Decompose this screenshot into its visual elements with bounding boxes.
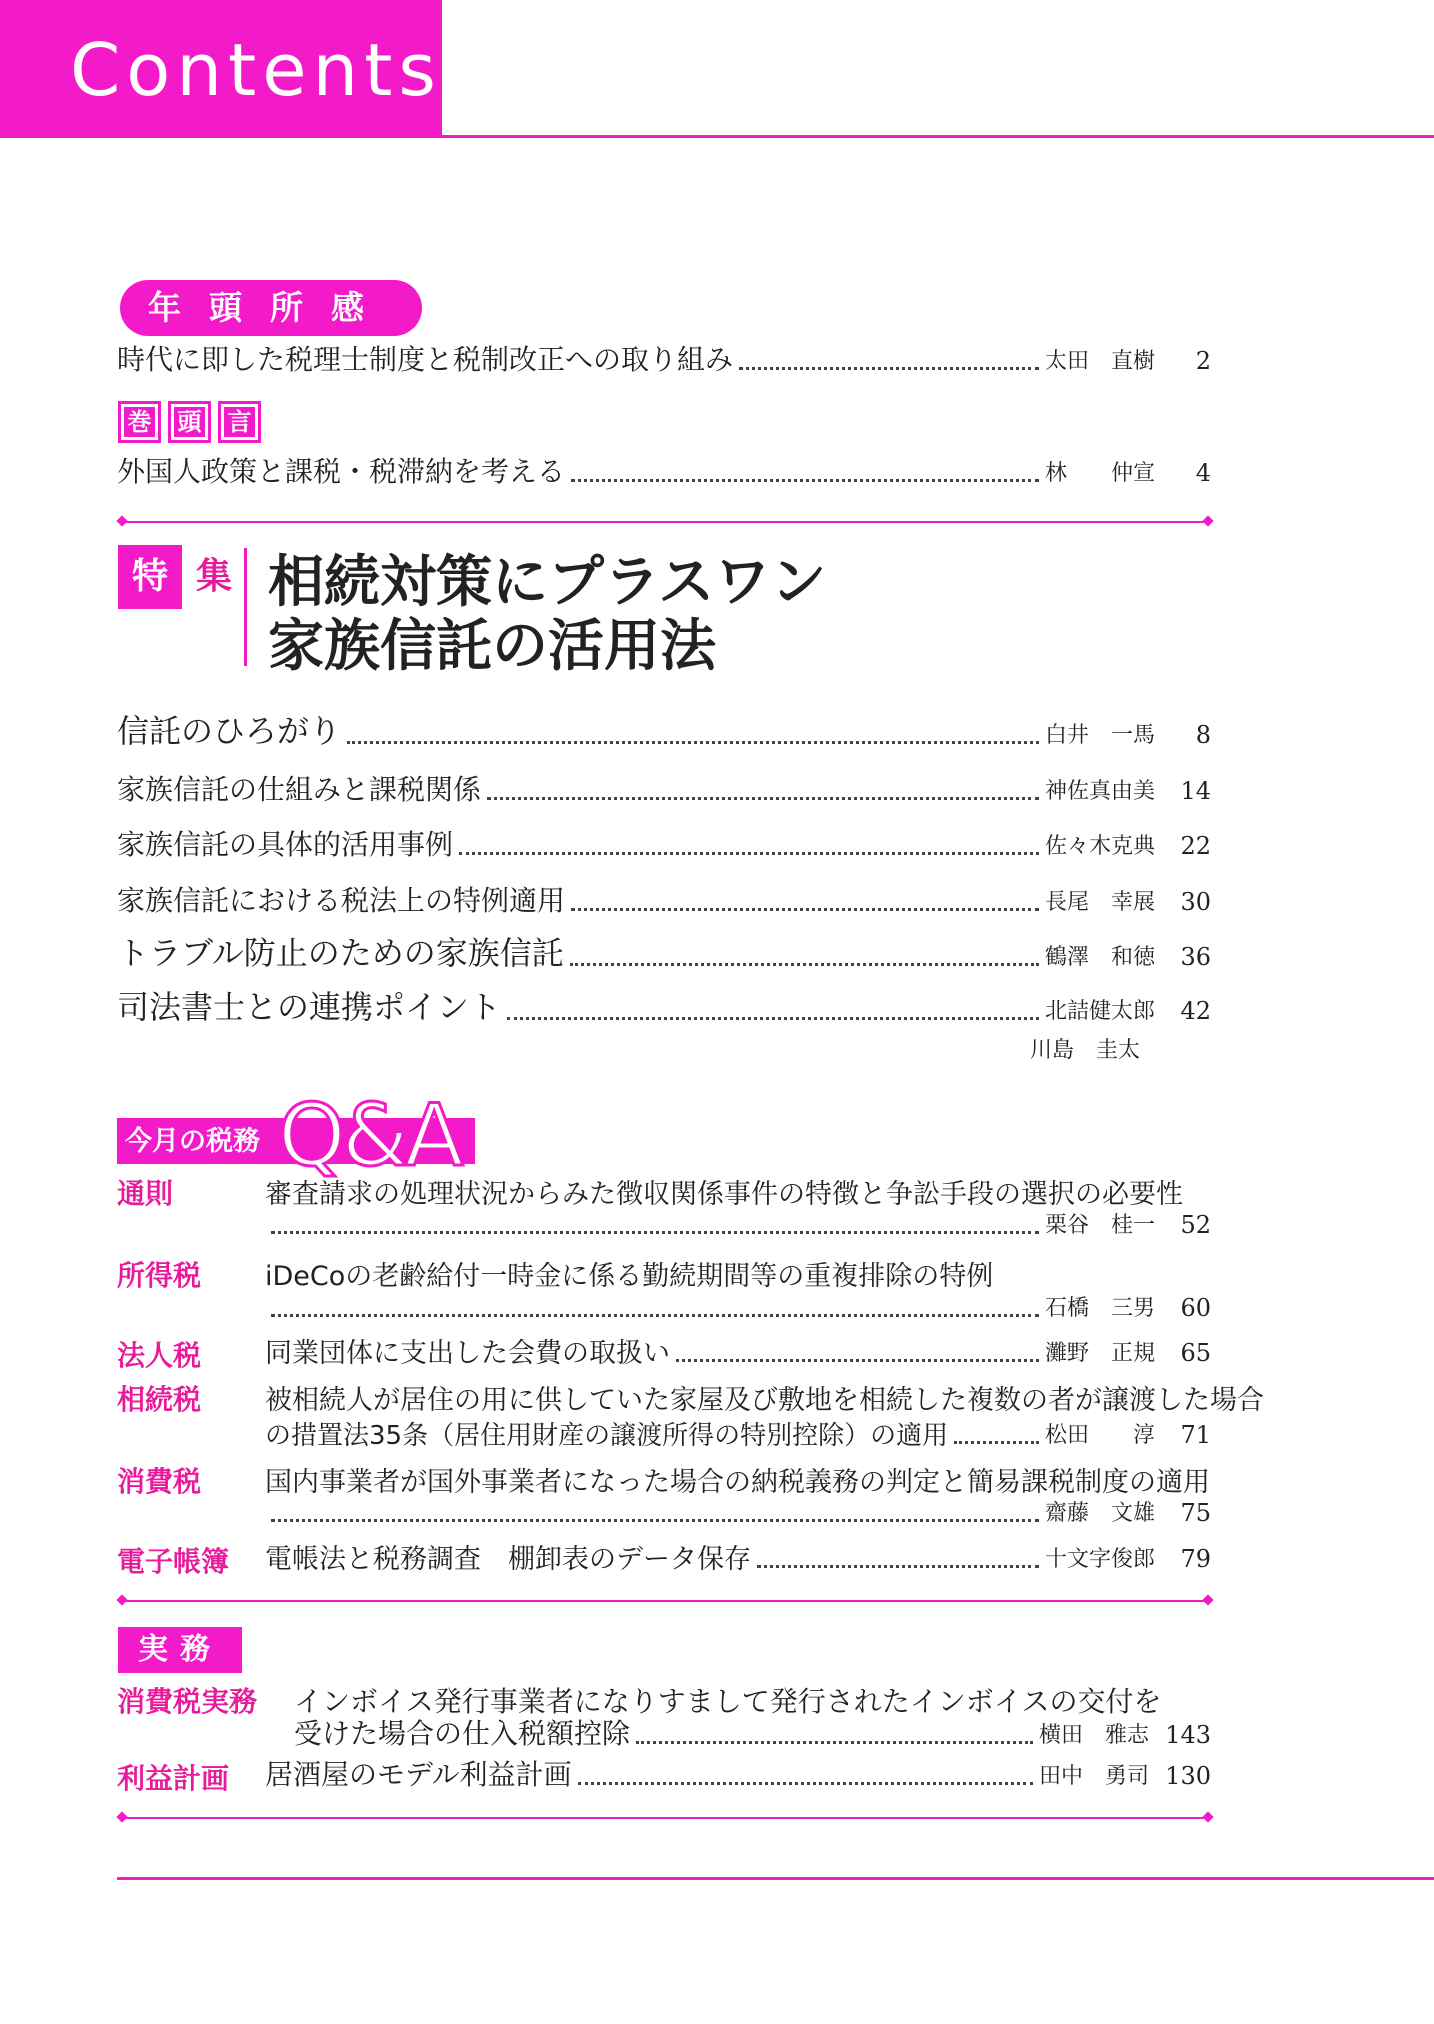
dot-leader xyxy=(507,1017,1039,1020)
toc-entry[interactable] xyxy=(265,1412,1211,1452)
dot-leader xyxy=(459,852,1039,855)
entry-title: 家族信託の仕組みと課税関係 xyxy=(117,773,482,806)
entry-author: 佐々木克典 xyxy=(1045,834,1156,859)
entry-author: 林 仲宣 xyxy=(1045,461,1156,486)
toc-entry[interactable] xyxy=(294,1712,1211,1752)
entry-title: 居酒屋のモデル利益計画 xyxy=(265,1758,572,1791)
toc-entry[interactable] xyxy=(265,1753,1211,1793)
entry-title: 時代に即した税理士制度と税制改正への取り組み xyxy=(117,343,734,376)
tokushu-title-2: 家族信託の活用法 xyxy=(268,614,716,679)
qa-label: 今月の税務 xyxy=(125,1126,260,1157)
entry-author: 田中 勇司 xyxy=(1039,1764,1150,1789)
dot-leader xyxy=(739,367,1039,370)
toc-entry[interactable] xyxy=(265,1536,1211,1576)
entry-author: 北詰健太郎 xyxy=(1045,999,1156,1024)
entry-title: 外国人政策と課税・税滞納を考える xyxy=(117,455,566,488)
qa-category: 相続税 xyxy=(117,1383,202,1416)
entry-page: 14 xyxy=(1180,777,1211,805)
toc-entry[interactable] xyxy=(117,338,1211,378)
toc-entry[interactable] xyxy=(265,1330,1211,1370)
page-title: Contents xyxy=(70,28,442,112)
dot-leader xyxy=(676,1359,1039,1362)
entry-page: 60 xyxy=(1180,1294,1211,1322)
entry-author: 鶴澤 和徳 xyxy=(1045,945,1156,970)
qa-title[interactable]: 審査請求の処理状況からみた徴収関係事件の特徴と争訟手段の選択の必要性 xyxy=(265,1179,1183,1210)
kantou-char: 巻 xyxy=(118,401,161,443)
jitsumu-category: 消費税実務 xyxy=(117,1685,258,1718)
toc-entry[interactable] xyxy=(117,988,1211,1028)
dot-leader xyxy=(271,1231,1039,1234)
entry-page: 22 xyxy=(1180,832,1211,860)
section-label-nento: 年頭所感 xyxy=(120,280,422,336)
entry-page: 30 xyxy=(1180,888,1211,916)
dot-leader xyxy=(487,797,1039,800)
entry-author: 横田 雅志 xyxy=(1039,1723,1150,1748)
dot-leader xyxy=(578,1782,1033,1785)
kantou-char: 言 xyxy=(218,401,261,443)
entry-title: 信託のひろがり xyxy=(117,712,342,750)
entry-title: 同業団体に支出した会費の取扱い xyxy=(265,1338,670,1369)
dot-leader xyxy=(636,1741,1033,1744)
toc-entry[interactable] xyxy=(265,1490,1211,1530)
entry-title: 受けた場合の仕入税額控除 xyxy=(294,1717,631,1750)
entry-page: 8 xyxy=(1195,721,1211,749)
header-rule xyxy=(442,135,1434,138)
entry-page: 71 xyxy=(1180,1421,1211,1449)
qa-logo-art: Q&A xyxy=(278,1086,460,1186)
qa-category: 法人税 xyxy=(117,1339,202,1372)
dot-leader xyxy=(347,741,1039,744)
footer-rule xyxy=(117,1877,1434,1880)
entry-page: 143 xyxy=(1165,1721,1211,1749)
dot-leader xyxy=(271,1314,1039,1317)
entry-page: 2 xyxy=(1195,347,1211,375)
entry-title: 電帳法と税務調査 棚卸表のデータ保存 xyxy=(265,1544,751,1575)
dot-leader xyxy=(271,1519,1039,1522)
entry-page: 52 xyxy=(1180,1211,1211,1239)
kantou-char: 頭 xyxy=(168,401,211,443)
entry-title: の措置法35条（居住用財産の譲渡所得の特別控除）の適用 xyxy=(265,1421,949,1451)
dot-leader xyxy=(571,479,1039,482)
section-divider xyxy=(122,1817,1208,1819)
dot-leader xyxy=(954,1441,1039,1444)
entry-author: 長尾 幸展 xyxy=(1045,890,1156,915)
entry-page: 42 xyxy=(1180,997,1211,1025)
jitsumu-category: 利益計画 xyxy=(117,1762,230,1795)
dot-leader xyxy=(571,908,1039,911)
entry-title: 司法書士との連携ポイント xyxy=(117,988,502,1026)
tokushu-bar xyxy=(244,548,247,666)
toc-entry[interactable] xyxy=(117,712,1211,752)
toc-entry[interactable] xyxy=(117,879,1211,919)
entry-title: 家族信託の具体的活用事例 xyxy=(117,828,454,861)
qa-category: 通則 xyxy=(117,1177,174,1210)
qa-title[interactable]: 国内事業者が国外事業者になった場合の納税義務の判定と簡易課税制度の適用 xyxy=(265,1467,1210,1498)
toc-entry[interactable] xyxy=(117,934,1211,974)
entry-author: 松田 淳 xyxy=(1045,1423,1156,1448)
toc-entry[interactable] xyxy=(265,1202,1211,1242)
toc-entry[interactable] xyxy=(117,450,1211,490)
entry-page: 36 xyxy=(1180,943,1211,971)
qa-category: 消費税 xyxy=(117,1465,202,1498)
tokushu-label-box: 特 xyxy=(118,545,182,609)
entry-author: 栗谷 桂一 xyxy=(1045,1213,1156,1238)
section-divider xyxy=(122,1600,1208,1602)
qa-category: 所得税 xyxy=(117,1259,202,1292)
entry-title: 家族信託における税法上の特例適用 xyxy=(117,884,566,917)
toc-entry[interactable] xyxy=(265,1285,1211,1325)
dot-leader xyxy=(570,963,1039,966)
extra-author: 川島 圭太 xyxy=(1030,1038,1141,1063)
qa-title[interactable]: iDeCoの老齢給付一時金に係る勤続期間等の重複排除の特例 xyxy=(265,1261,994,1292)
entry-author: 太田 直樹 xyxy=(1045,349,1156,374)
entry-page: 4 xyxy=(1195,459,1211,487)
entry-author: 石橋 三男 xyxy=(1045,1296,1156,1321)
tokushu-title-1: 相続対策にプラスワン xyxy=(268,550,827,615)
qa-category: 電子帳簿 xyxy=(117,1545,230,1578)
section-divider xyxy=(122,521,1208,523)
toc-entry[interactable] xyxy=(117,823,1211,863)
entry-author: 灘野 正規 xyxy=(1045,1341,1156,1366)
entry-page: 65 xyxy=(1180,1339,1211,1367)
entry-author: 白井 一馬 xyxy=(1045,723,1156,748)
entry-page: 75 xyxy=(1180,1499,1211,1527)
entry-author: 神佐真由美 xyxy=(1045,779,1156,804)
tokushu-label-b: 集 xyxy=(196,556,233,597)
toc-entry[interactable] xyxy=(117,768,1211,808)
entry-author: 十文字俊郎 xyxy=(1045,1547,1156,1572)
dot-leader xyxy=(757,1565,1039,1568)
qa-title[interactable]: 被相続人が居住の用に供していた家屋及び敷地を相続した複数の者が譲渡した場合 xyxy=(265,1385,1264,1416)
entry-page: 130 xyxy=(1165,1762,1211,1790)
entry-title: トラブル防止のための家族信託 xyxy=(117,934,564,972)
jitsumu-title[interactable]: インボイス発行事業者になりすまして発行されたインボイスの交付を xyxy=(294,1685,1162,1718)
entry-page: 79 xyxy=(1180,1545,1211,1573)
entry-author: 齋藤 文雄 xyxy=(1045,1501,1156,1526)
section-label-jitsumu: 実務 xyxy=(118,1627,242,1673)
